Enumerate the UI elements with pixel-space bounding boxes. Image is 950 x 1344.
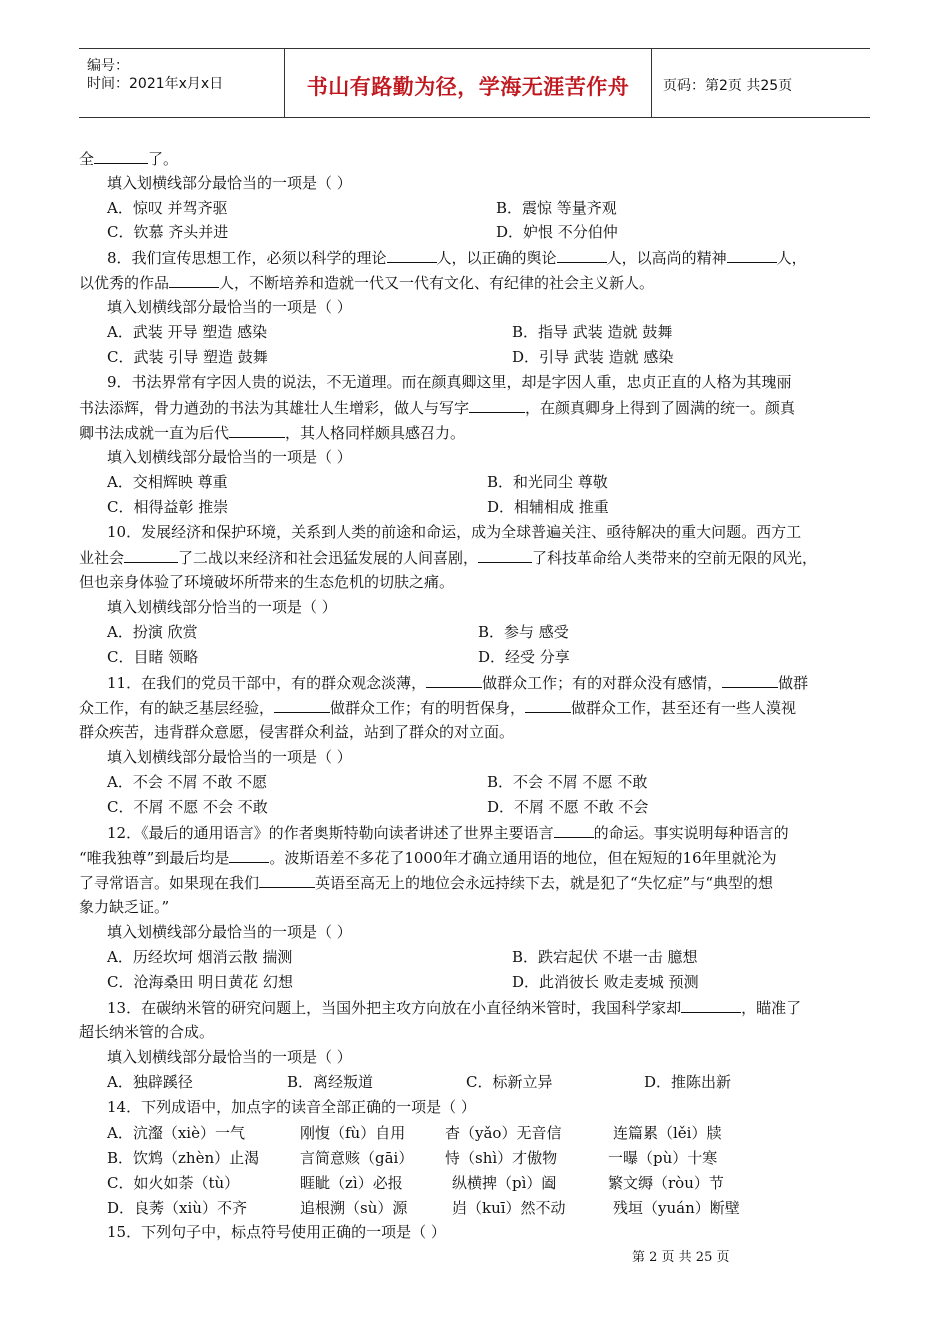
option-b: B．参与 感受	[478, 623, 569, 641]
question-prompt: 填入划横线部分最恰当的一项是（ ）	[107, 1048, 352, 1066]
page-header	[79, 48, 870, 118]
text: 以优秀的作品	[79, 274, 170, 292]
option-d: D．妒恨 不分伯仲	[496, 223, 618, 241]
blank	[387, 247, 437, 263]
question-prompt: 填入划横线部分最恰当的一项是（ ）	[107, 923, 352, 941]
header-divider	[651, 49, 652, 117]
question-11-stem	[107, 672, 808, 693]
blank	[229, 422, 285, 438]
option-d-item-2: 追根溯（sù）源	[300, 1199, 408, 1217]
text-line	[79, 148, 178, 169]
option-a-item-4: 连篇累（lěi）牍	[613, 1124, 722, 1142]
blank	[469, 397, 525, 413]
option-b: B．离经叛道	[287, 1073, 374, 1091]
text-line	[79, 397, 795, 418]
blank	[124, 547, 178, 563]
question-prompt: 填入划横线部分最恰当的一项是（ ）	[107, 748, 352, 766]
text-line	[79, 847, 777, 868]
option-d-item-3: 岿（kuī）然不动	[452, 1199, 566, 1217]
blank	[259, 872, 315, 888]
option-b-item-2: 言简意赅（gāi）	[300, 1149, 414, 1167]
text-line	[79, 872, 773, 893]
blank	[557, 247, 607, 263]
option-a: A．扮演 欣赏	[107, 623, 198, 641]
text: 了。	[148, 150, 179, 168]
option-d: D．引导 武装 造就 感染	[512, 348, 674, 366]
option-a: A．武装 开导 塑造 感染	[107, 323, 268, 341]
blank	[681, 997, 741, 1013]
option-a-item-3: 杳（yǎo）无音信	[445, 1124, 562, 1142]
option-c-item-3: 纵横捭（pì）阖	[452, 1174, 557, 1192]
option-c: C．武装 引导 塑造 鼓舞	[107, 348, 268, 366]
text: 了科技革命给人类带来的空前无限的风光，	[532, 549, 818, 567]
text: 书法添辉，骨力遒劲的书法为其雄壮人生增彩，做人与写字	[79, 399, 470, 417]
option-c: C．相得益彰 推崇	[107, 498, 229, 516]
option-a: A．独辟蹊径	[107, 1073, 193, 1091]
question-prompt: 填入划横线部分最恰当的一项是（ ）	[107, 448, 352, 466]
text: 做群	[778, 674, 809, 692]
text: 人，以高尚的精神	[606, 249, 727, 267]
option-b: B．和光同尘 尊敬	[487, 473, 608, 491]
option-b: B．震惊 等量齐观	[496, 199, 617, 217]
option-c: C．沧海桑田 明日黄花 幻想	[107, 973, 294, 991]
question-prompt: 填入划横线部分最恰当的一项是（ ）	[107, 298, 352, 316]
option-c: C．钦慕 齐头并进	[107, 223, 229, 241]
blank	[169, 272, 219, 288]
option-b: B．跌宕起伏 不堪一击 臆想	[512, 948, 698, 966]
blank	[722, 672, 778, 688]
blank	[94, 148, 148, 164]
question-15-stem: 15．下列句子中，标点符号使用正确的一项是（ ）	[107, 1223, 446, 1241]
text: 的命运。事实说明每种语言的	[593, 824, 789, 842]
text: 做群众工作；有的对群众没有感情，	[482, 674, 723, 692]
blank	[554, 822, 594, 838]
question-9-stem: 9．书法界常有字因人贵的说法，不无道理。而在颜真卿这里，却是字因人重，忠贞正直的人格为其瑰丽	[107, 373, 792, 391]
blank	[426, 672, 482, 688]
text: 业社会	[79, 549, 125, 567]
blank	[274, 697, 330, 713]
text-line	[79, 547, 817, 568]
text: 12．《最后的通用语言》的作者奥斯特勒向读者讲述了世界主要语言	[107, 824, 554, 842]
option-c: C．目睹 领略	[107, 648, 199, 666]
blank	[478, 547, 532, 563]
header-meta	[79, 49, 284, 117]
text-line: 超长纳米管的合成。	[79, 1023, 215, 1041]
text-line	[79, 697, 796, 718]
option-c-item-1: C．如火如荼（tù）	[107, 1174, 240, 1192]
text: 做群众工作；有的明哲保身，	[330, 699, 526, 717]
option-b-item-4: 一曝（pù）十寒	[608, 1149, 718, 1167]
text: 人，	[776, 249, 807, 267]
question-8-stem	[107, 247, 807, 268]
option-d-item-4: 残垣（yuán）断壁	[613, 1199, 740, 1217]
text: ，其人格同样颇具感召力。	[285, 424, 466, 442]
header-page-info: 页码：第2页 共25页	[663, 78, 793, 94]
option-d: D．不屑 不愿 不敢 不会	[487, 798, 649, 816]
text: 众工作，有的缺乏基层经验，	[79, 699, 275, 717]
question-prompt: 填入划横线部分恰当的一项是（ ）	[107, 598, 337, 616]
text-line: 群众疾苦，违背群众意愿，侵害群众利益，站到了群众的对立面。	[79, 723, 515, 741]
option-a: A．不会 不屑 不敢 不愿	[107, 773, 268, 791]
option-a-item-2: 刚愎（fù）自用	[300, 1124, 406, 1142]
blank	[525, 697, 571, 713]
option-a: A．历经坎坷 烟消云散 揣测	[107, 948, 293, 966]
text: 人，以正确的舆论	[436, 249, 557, 267]
text: 做群众工作，甚至还有一些人漠视	[571, 699, 797, 717]
page-footer: 第 2 页 共 25 页	[632, 1250, 730, 1265]
option-b-item-3: 恃（shì）才傲物	[445, 1149, 558, 1167]
option-c-item-2: 睚眦（zì）必报	[300, 1174, 403, 1192]
option-a-item-1: A．沆瀣（xiè）一气	[107, 1124, 245, 1142]
text: 。波斯语差不多花了1000年才确立通用语的地位，但在短短的16年里就沦为	[269, 849, 777, 867]
text: 了二战以来经济和社会迅猛发展的人间喜剧，	[178, 549, 479, 567]
text: 英语至高无上的地位会永远持续下去，就是犯了“失忆症”与“典型的想	[315, 874, 774, 892]
option-a: A．交相辉映 尊重	[107, 473, 228, 491]
question-14-stem: 14．下列成语中，加点字的读音全部正确的一项是（ ）	[107, 1098, 476, 1116]
text: 了寻常语言。如果现在我们	[79, 874, 260, 892]
question-12-stem	[107, 822, 789, 843]
text-line: 但也亲身体验了环境破坏所带来的生态危机的切肤之痛。	[79, 573, 455, 591]
text: 13．在碳纳米管的研究问题上，当国外把主攻方向放在小直径纳米管时，我国科学家却	[107, 999, 682, 1017]
option-c: C．标新立异	[466, 1073, 553, 1091]
blank	[229, 847, 269, 863]
option-c: C．不屑 不愿 不会 不敢	[107, 798, 268, 816]
question-prompt: 填入划横线部分最恰当的一项是（ ）	[107, 174, 352, 192]
text: 8．我们宣传思想工作，必须以科学的理论	[107, 249, 387, 267]
option-a: A．惊叹 并驾齐驱	[107, 199, 228, 217]
option-d: D．相辅相成 推重	[487, 498, 609, 516]
option-d: D．推陈出新	[644, 1073, 732, 1091]
option-b: B．不会 不屑 不愿 不敢	[487, 773, 648, 791]
text-line	[79, 422, 465, 443]
option-b-item-1: B．饮鸩（zhèn）止渴	[107, 1149, 260, 1167]
text: 11．在我们的党员干部中，有的群众观念淡薄，	[107, 674, 427, 692]
option-d: D．经受 分享	[478, 648, 570, 666]
text: ，在颜真卿身上得到了圆满的统一。颜真	[525, 399, 796, 417]
text: ，瞄准了	[741, 999, 802, 1017]
text-line: 象力缺乏证。”	[79, 898, 170, 916]
text: “唯我独尊”到最后均是	[79, 849, 230, 867]
serial-label: 编号：	[87, 58, 129, 74]
option-c-item-4: 繁文缛（ròu）节	[608, 1174, 724, 1192]
option-b: B．指导 武装 造就 鼓舞	[512, 323, 673, 341]
text: 卿书法成就一直为后代	[79, 424, 230, 442]
text-line	[79, 272, 654, 293]
question-10-stem: 10．发展经济和保护环境，关系到人类的前途和命运，成为全球普遍关注、亟待解决的重大问题。西方工	[107, 523, 802, 541]
option-d: D．此消彼长 败走麦城 预测	[512, 973, 699, 991]
question-13-stem	[107, 997, 801, 1018]
time-label: 时间：2021年x月x日	[87, 76, 224, 92]
text: 全	[79, 150, 95, 168]
option-d-item-1: D．良莠（xiù）不齐	[107, 1199, 247, 1217]
text: 人，不断培养和造就一代又一代有文化、有纪律的社会主义新人。	[219, 274, 655, 292]
blank	[727, 247, 777, 263]
header-motto: 书山有路勤为径，学海无涯苦作舟	[306, 75, 630, 99]
